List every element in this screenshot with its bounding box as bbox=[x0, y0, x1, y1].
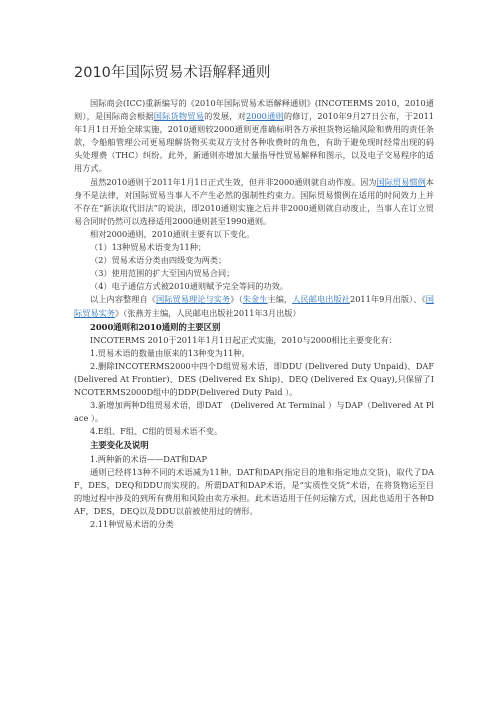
document-body bbox=[74, 97, 434, 531]
list-item: （4）电子通信方式被2010通则赋予完全等同的功效。 bbox=[90, 281, 288, 292]
link-trade-practice[interactable]: 国际贸易惯例 bbox=[376, 176, 426, 187]
section-heading-differences: 2000通则和2010通则的主要区别 bbox=[90, 321, 221, 332]
changes-intro: 相对2000通则，2010通则主要有以下变化。 bbox=[90, 228, 255, 239]
text-span: 虽然2010通则于2011年1月1日正式生效，但并非2000通则就自动作废。因为 bbox=[90, 176, 377, 187]
link-publisher[interactable]: 人民邮电出版社 bbox=[292, 294, 350, 305]
text-span: 》（张燕芳主编，人民邮电出版社2011年3月出版） bbox=[114, 307, 301, 318]
change-item-2: 2.删除INCOTERMS2000中四个D组贸易术语，即DDU (Delivered Duty Unpaid)、DAF (Delivered At Frontier)、DES (Delivered Ex Ship)、DEQ (Delivered Ex Quay),只保留了INCOTERMS2000D组中的DDP(Delivered Duty Paid ）。 bbox=[74, 360, 434, 398]
text-span: 的修订，2010年9月27日公布，于2011年1月1日开始全球实施，2010通则较2000通则更准确标明各方承担货物运输风险和费用的责任条款，令船舶管理公司更易理解货物买卖双方支付各种收费时的角色，有助于避免现时经常出现的码头处理费（THC）纠纷。此外，新通则亦增加大量指导性贸易解释和图示，以及电子交易程序的适用方式。 bbox=[74, 111, 434, 174]
link-author[interactable]: 朱金生 bbox=[242, 294, 268, 305]
subheading-new-terms: 1.两种新的术语——DAT和DAP bbox=[90, 453, 207, 464]
incoterms-2010-paragraph: INCOTERMS 2010于2011年1月1日起正式实施，2010与2000相比主要变化有： bbox=[90, 334, 397, 345]
text-span: 以上内容整理自《 bbox=[90, 294, 157, 305]
change-item-3: 3.新增加两种D组贸易术语，即DAT (Delivered At Terminal ）与DAP（Delivered At Place ）。 bbox=[74, 400, 434, 424]
list-item: （1）13种贸易术语变为11种； bbox=[90, 242, 207, 253]
text-span: 》（ bbox=[230, 294, 243, 305]
source-paragraph bbox=[74, 293, 434, 319]
list-item: （3）使用范围的扩大至国内贸易合同； bbox=[90, 268, 235, 279]
link-book-theory-practice[interactable]: 国际贸易理论与实务 bbox=[156, 294, 231, 305]
text-span: 的发展，对 bbox=[204, 111, 247, 122]
intro-paragraph bbox=[74, 97, 434, 176]
change-item-1: 1.贸易术语的数量由原来的13种变为11种。 bbox=[90, 347, 250, 358]
new-terms-paragraph: 通则已经将13种不同的术语减为11种。DAT和DAP(指定目的地和指定地点交货)，取代了DAF，DES，DEQ和DDU而实现的。所谓DAT和DAP术语，是“实质性交货”术语，在将货物运至目的地过程中涉及的到所有费用和风险由卖方承担。此术语适用于任何运输方式，因此也适用于各种DAF，DES，DEQ以及DDU以前被使用过的情形。 bbox=[74, 466, 434, 516]
document-title: 2010年国际贸易术语解释通则 bbox=[74, 65, 271, 81]
section-heading-main-changes: 主要变化及说明 bbox=[90, 440, 149, 451]
link-2000-rules[interactable]: 2000通则 bbox=[246, 111, 284, 122]
text-span: 本身不是法律，对国际贸易当事人不产生必然的强制性约束力。国际贸易惯例在适用的时间效力上并不存在“新法取代旧法”的说法，即2010通则实施之后并非2000通则就自动废止，当事人在订立贸易合同时仍然可以选择适用2000通则甚至1990通则。 bbox=[74, 176, 434, 226]
change-item-4: 4.E组、F组、C组的贸易术语不变。 bbox=[90, 426, 223, 437]
text-span: 主编， bbox=[267, 294, 293, 305]
effect-paragraph bbox=[74, 176, 434, 228]
link-international-goods-trade[interactable]: 国际货物贸易 bbox=[153, 111, 205, 122]
text-span: 2011年9月出版）、《 bbox=[350, 294, 426, 305]
link-book-practice[interactable]: 国际贸易实务 bbox=[74, 294, 434, 318]
subheading-classification: 2.11种贸易术语的分类 bbox=[90, 519, 174, 529]
list-item: （2）贸易术语分类由四级变为两类； bbox=[90, 255, 227, 266]
text-span: 国际商会(ICC)重新编写的《2010年国际贸易术语解释通则》(INCOTERMS 2010，2010通则），是国际商会根据 bbox=[74, 98, 434, 122]
